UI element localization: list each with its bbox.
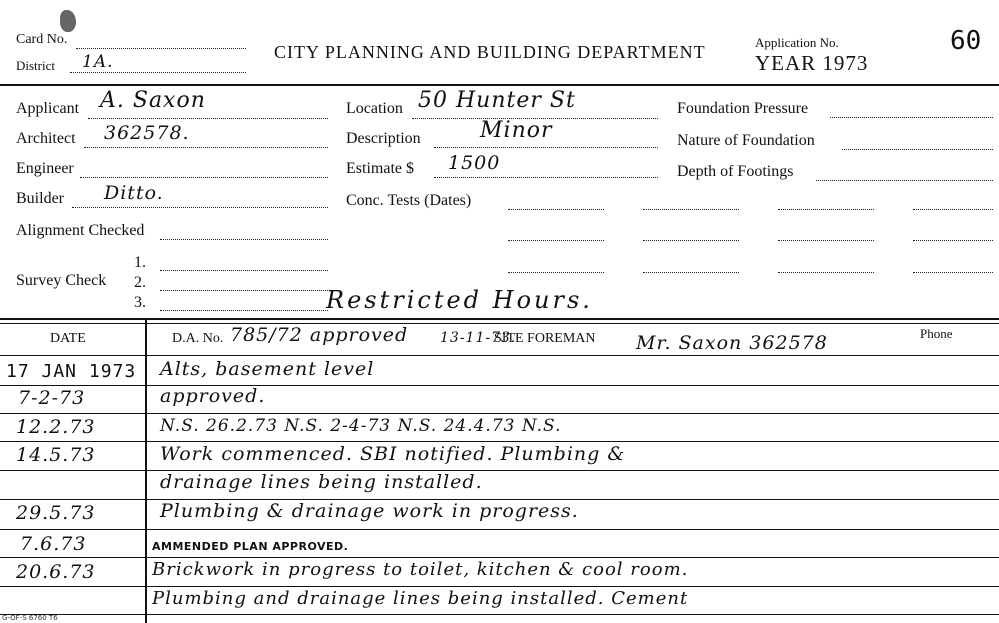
restriction-note: Restricted Hours. <box>326 286 593 314</box>
applicant-label: Applicant <box>16 100 80 117</box>
district-line <box>70 72 246 73</box>
row-rule <box>0 470 999 471</box>
header-rule <box>0 84 999 86</box>
survey-label: Survey Check <box>16 272 107 289</box>
ink-smudge <box>60 10 76 32</box>
survey-line-1 <box>160 270 328 271</box>
foundation-pressure-label: Foundation Pressure <box>677 100 809 117</box>
row-date: 17 JAN 1973 <box>6 361 137 382</box>
card-no-line <box>76 48 246 49</box>
site-foreman-label: SITE FOREMAN <box>494 331 596 346</box>
table-top-rule-2 <box>0 323 999 324</box>
district-label: District <box>16 58 55 73</box>
survey-number-2: 2. <box>134 274 146 291</box>
da-label: D.A. No. <box>172 331 224 346</box>
row-note: AMMENDED PLAN APPROVED. <box>152 540 349 553</box>
survey-line-2 <box>160 290 328 291</box>
alignment-label: Alignment Checked <box>16 222 145 239</box>
row-date: 12.2.73 <box>16 416 96 438</box>
row-rule <box>0 441 999 442</box>
row-note: N.S. 26.2.73 N.S. 2-4-73 N.S. 24.4.73 N.S. <box>160 416 562 436</box>
site-foreman-value: Mr. Saxon 362578 <box>636 332 828 354</box>
phone-label: Phone <box>920 326 953 341</box>
conc-test-line-10 <box>643 272 739 273</box>
application-no-label: Application No. <box>755 35 839 50</box>
da-value: 785/72 approved <box>230 324 409 346</box>
survey-number-1: 1. <box>134 254 146 271</box>
estimate-value: 1500 <box>448 152 501 174</box>
row-rule <box>0 614 999 615</box>
conc-test-line-5 <box>508 240 604 241</box>
row-rule <box>0 586 999 587</box>
architect-value: 362578. <box>104 122 190 144</box>
row-rule <box>0 385 999 386</box>
year-label: YEAR 1973 <box>755 51 869 75</box>
row-rule <box>0 413 999 414</box>
conc-test-line-9 <box>508 272 604 273</box>
conc-test-line-1 <box>508 209 604 210</box>
location-label: Location <box>346 100 403 117</box>
row-note: approved. <box>160 385 266 407</box>
architect-line <box>84 147 328 148</box>
estimate-line <box>434 177 658 178</box>
application-no-value: 60 <box>950 26 982 56</box>
table-header-rule <box>0 355 999 356</box>
architect-label: Architect <box>16 130 76 147</box>
builder-line <box>72 207 328 208</box>
alignment-line <box>160 239 328 240</box>
engineer-line <box>80 177 328 178</box>
row-date: 7-2-73 <box>18 387 86 409</box>
row-rule <box>0 557 999 558</box>
row-note: Plumbing and drainage lines being installed. Cement <box>152 588 689 609</box>
table-top-rule <box>0 318 999 320</box>
builder-label: Builder <box>16 190 64 207</box>
row-date: 14.5.73 <box>16 444 96 466</box>
nature-foundation-label: Nature of Foundation <box>677 132 815 149</box>
row-note: drainage lines being installed. <box>160 471 483 493</box>
description-value: Minor <box>480 118 553 143</box>
conc-test-line-7 <box>778 240 874 241</box>
department-title: CITY PLANNING AND BUILDING DEPARTMENT <box>274 42 706 62</box>
row-date: 7.6.73 <box>20 533 87 555</box>
da-date: 13-11-73. <box>440 330 517 346</box>
conc-test-line-6 <box>643 240 739 241</box>
form-code: G-OF-S 6760 T6 <box>2 614 58 622</box>
conc-test-line-2 <box>643 209 739 210</box>
date-header: DATE <box>50 331 86 346</box>
row-note: Alts, basement level <box>160 358 375 380</box>
row-date: 20.6.73 <box>16 561 96 583</box>
row-note: Work commenced. SBI notified. Plumbing & <box>160 443 626 465</box>
engineer-label: Engineer <box>16 160 74 177</box>
row-note: Plumbing & drainage work in progress. <box>160 500 579 522</box>
row-note: Brickwork in progress to toilet, kitchen & cool room. <box>152 559 689 580</box>
description-label: Description <box>346 130 421 147</box>
conc-test-line-8 <box>913 240 993 241</box>
location-value: 50 Hunter St <box>418 88 576 113</box>
depth-footings-line <box>816 180 993 181</box>
conc-test-line-12 <box>913 272 993 273</box>
district-value: 1A. <box>82 52 114 72</box>
row-rule <box>0 529 999 530</box>
builder-value: Ditto. <box>104 182 164 204</box>
conc-test-line-4 <box>913 209 993 210</box>
applicant-line <box>88 118 328 119</box>
nature-foundation-line <box>842 149 993 150</box>
survey-line-3 <box>160 310 328 311</box>
description-line <box>434 147 658 148</box>
applicant-value: A. Saxon <box>100 88 206 113</box>
conc-test-line-3 <box>778 209 874 210</box>
estimate-label: Estimate $ <box>346 160 414 177</box>
survey-number-3: 3. <box>134 294 146 311</box>
depth-footings-label: Depth of Footings <box>677 163 794 180</box>
foundation-pressure-line <box>830 117 993 118</box>
conc-test-line-11 <box>778 272 874 273</box>
conc-tests-label: Conc. Tests (Dates) <box>346 192 472 209</box>
card-no-label: Card No. <box>16 32 68 47</box>
row-date: 29.5.73 <box>16 502 96 524</box>
